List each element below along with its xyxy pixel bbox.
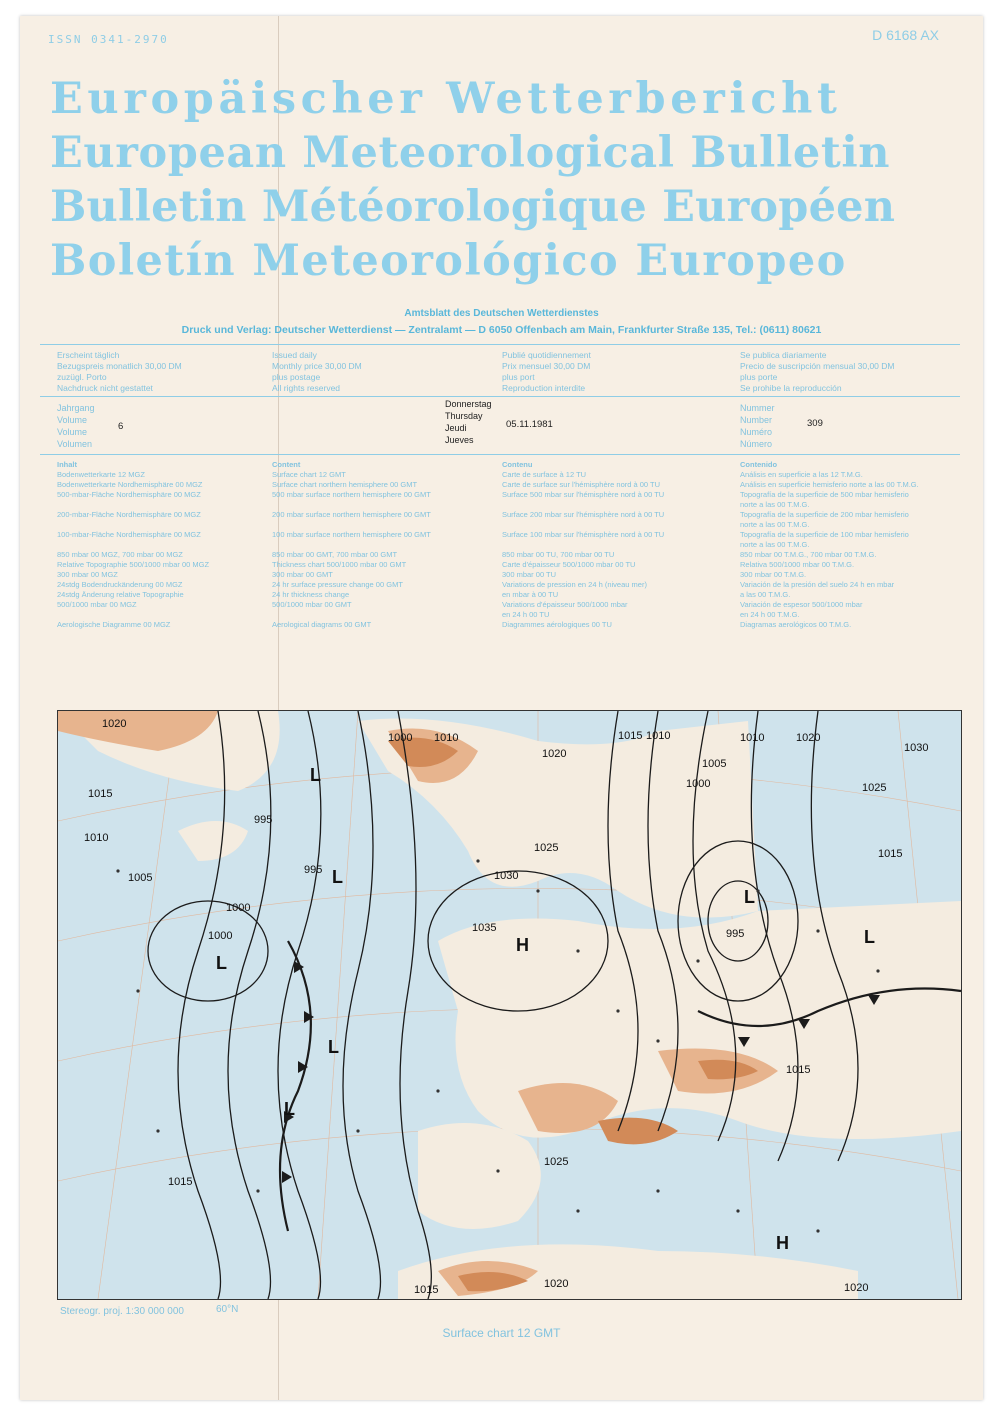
low-pressure-symbol: L (864, 927, 875, 947)
contents-item: Variación de espesor 500/1000 mbar (740, 600, 863, 609)
subscription-es (740, 350, 895, 394)
map-caption: Surface chart 12 GMT (442, 1326, 561, 1340)
isobar-label: 1020 (796, 732, 821, 744)
contents-item: Topografía de la superficie de 100 mbar hemisferio (740, 530, 909, 539)
contents-item: 300 mbar 00 TU (502, 570, 557, 579)
subscription-line: Reproduction interdite (502, 383, 586, 393)
low-pressure-symbol: L (310, 765, 321, 785)
number-label: Number (740, 415, 773, 425)
contents-item: Variations de pression en 24 h (niveau mer) (502, 580, 647, 589)
contents-item: 300 mbar 00 T.M.G. (740, 570, 807, 579)
low-pressure-symbol: L (332, 867, 343, 887)
number-label: Numéro (740, 427, 773, 437)
weekday-label: Jeudi (445, 423, 467, 433)
contents-item: Bodenwetterkarte Nordhemisphäre 00 MGZ (57, 480, 203, 489)
isobar-label: 1015 (878, 848, 903, 860)
contents-item: Surface 500 mbar sur l'hémisphère nord à 00 TU (502, 490, 665, 499)
contents-item: 100 mbar surface northern hemisphere 00 GMT (272, 530, 431, 539)
isobar-label: 1005 (128, 872, 153, 884)
contents-de (57, 460, 209, 630)
title-spanish: Boletín Meteorológico Europeo (50, 236, 847, 286)
low-pressure-symbol: L (328, 1037, 339, 1057)
contents-item: 100-mbar-Fläche Nordhemisphäre 00 MGZ (57, 530, 201, 539)
volume-labels (57, 402, 95, 450)
issuer-line: Amtsblatt des Deutschen Wetterdienstes (404, 308, 599, 319)
contents-item: Aerological diagrams 00 GMT (272, 620, 372, 629)
contents-heading: Inhalt (57, 460, 77, 469)
contents-item: en 24 h 00 T.M.G. (740, 610, 800, 619)
isobar-label: 1015 (786, 1064, 811, 1076)
issue-date: 05.11.1981 (506, 419, 553, 430)
isobar-label: 1005 (702, 758, 727, 770)
contents-item: 300 mbar 00 MGZ (57, 570, 118, 579)
volume-label: Volumen (57, 439, 93, 449)
weekday-label: Donnerstag (445, 399, 492, 409)
contents-item: 850 mbar 00 GMT, 700 mbar 00 GMT (272, 550, 398, 559)
low-pressure-symbol: L (216, 953, 227, 973)
number-labels (740, 402, 775, 450)
low-pressure-symbol: L (284, 1099, 295, 1119)
contents-en (272, 460, 431, 630)
surface-weather-map (57, 710, 962, 1300)
contents-item: Diagramas aerológicos 00 T.M.G. (740, 620, 852, 629)
isobar-label: 1020 (542, 748, 567, 760)
contents-item: norte a las 00 T.M.G. (740, 540, 810, 549)
contents-item: Thickness chart 500/1000 mbar 00 GMT (272, 560, 407, 569)
contents-item: 24stdg Änderung relative Topographie (57, 590, 184, 599)
contents-item: Bodenwetterkarte 12 MGZ (57, 470, 145, 479)
isobar-label: 1015 (168, 1176, 193, 1188)
isobar-label: 1035 (472, 922, 497, 934)
contents-item: norte a las 00 T.M.G. (740, 520, 810, 529)
contents-item: 850 mbar 00 T.M.G., 700 mbar 00 T.M.G. (740, 550, 877, 559)
subscription-line: Monthly price 30,00 DM (272, 361, 362, 371)
isobar-label: 1030 (904, 742, 929, 754)
contents-item: en mbar à 00 TU (502, 590, 559, 599)
high-pressure-symbol: H (516, 935, 529, 955)
contents-item: 500/1000 mbar 00 MGZ (57, 600, 137, 609)
isobar-label: 1010 (740, 732, 765, 744)
contents-item: Surface 200 mbar sur l'hémisphère nord à 00 TU (502, 510, 665, 519)
number-label: Nummer (740, 403, 775, 413)
subscription-line: Precio de suscripción mensual 30,00 DM (740, 361, 895, 371)
subscription-line: Se prohibe la reproducción (740, 383, 842, 393)
contents-item: Carte d'épaisseur 500/1000 mbar 00 TU (502, 560, 636, 569)
contents-item: 850 mbar 00 MGZ, 700 mbar 00 MGZ (57, 550, 183, 559)
contents-item: 850 mbar 00 TU, 700 mbar 00 TU (502, 550, 615, 559)
contents-item: Surface chart 12 GMT (272, 470, 346, 479)
land-iberia (418, 1123, 541, 1229)
contents-item: Topografía de la superficie de 500 mbar hemisferio (740, 490, 909, 499)
contents-heading: Contenu (502, 460, 533, 469)
isobar-label: 1000 (686, 778, 711, 790)
volume-label: Volume (57, 415, 88, 425)
low-pressure-symbol: L (744, 887, 755, 907)
title-french: Bulletin Météorologique Européen (50, 182, 896, 232)
weather-map-canvas (58, 711, 961, 1299)
isobar-label: 1025 (544, 1156, 569, 1168)
contents-item: 500/1000 mbar 00 GMT (272, 600, 352, 609)
contents-heading: Content (272, 460, 301, 469)
contents-item: Surface chart northern hemisphere 00 GMT (272, 480, 418, 489)
subscription-line: Nachdruck nicht gestattet (57, 383, 153, 393)
isobar-label: 1000 (388, 732, 413, 744)
contents-item: en 24 h 00 TU (502, 610, 550, 619)
weekday-labels (445, 398, 492, 446)
subscription-line: Publié quotidiennement (502, 350, 591, 360)
high-pressure-symbol: H (776, 1233, 789, 1253)
contents-item: 200 mbar surface northern hemisphere 00 GMT (272, 510, 431, 519)
contents-item: norte a las 00 T.M.G. (740, 500, 810, 509)
isobar-label: 1025 (534, 842, 559, 854)
isobar-label: 1000 (226, 902, 251, 914)
contents-item: 300 mbar 00 GMT (272, 570, 333, 579)
land-areas (58, 711, 961, 1299)
contents-item: Carte de surface sur l'hémisphère nord à 00 TU (502, 480, 661, 489)
contents-item: Surface 100 mbar sur l'hémisphère nord à 00 TU (502, 530, 665, 539)
contents-item: Carte de surface à 12 TU (502, 470, 587, 479)
contents-item: 500 mbar surface northern hemisphere 00 GMT (272, 490, 431, 499)
contents-item: Relative Topographie 500/1000 mbar 00 MGZ (57, 560, 210, 569)
subscription-line: All rights reserved (272, 383, 341, 393)
contents-item: Variación de la presión del suelo 24 h en mbar (740, 580, 895, 589)
contents-item: 24stdg Bodendruckänderung 00 MGZ (57, 580, 183, 589)
weekday-label: Thursday (445, 411, 483, 421)
isobar-label: 1020 (102, 718, 127, 730)
volume-label: Jahrgang (57, 403, 95, 413)
map-latitude-note: 60°N (216, 1304, 239, 1315)
divider (40, 396, 960, 397)
contents-heading: Contenido (740, 460, 778, 469)
subscription-en (272, 350, 362, 394)
isobar-label: 1015 (618, 730, 643, 742)
isobar-label: 1020 (844, 1282, 869, 1294)
subscription-line: Erscheint täglich (57, 350, 120, 360)
bulletin-page (20, 16, 983, 1400)
isobar-label: 1025 (862, 782, 887, 794)
subscription-line: Issued daily (272, 350, 317, 360)
isobar-label: 995 (726, 928, 745, 940)
subscription-fr (502, 350, 591, 394)
isobar-label: 1010 (434, 732, 459, 744)
subscription-line: Bezugspreis monatlich 30,00 DM (57, 361, 182, 371)
subscription-line: plus postage (272, 372, 321, 382)
contents-item: 24 hr surface pressure change 00 GMT (272, 580, 403, 589)
volume-value: 6 (118, 421, 124, 432)
number-label: Número (740, 439, 773, 449)
contents-item: Variations d'épaisseur 500/1000 mbar (502, 600, 628, 609)
subscription-line: zuzügl. Porto (57, 372, 107, 382)
volume-label: Volume (57, 427, 88, 437)
contents-item: Aerologische Diagramme 00 MGZ (57, 620, 171, 629)
publisher-line: Druck und Verlag: Deutscher Wetterdienst — Zentralamt — D 6050 Offenbach am Main, Frankfurter Straße 135, Tel.: (0611) 80621 (181, 324, 822, 336)
subscription-line: Prix mensuel 30,00 DM (502, 361, 591, 371)
divider (40, 344, 960, 345)
contents-item: 500-mbar-Fläche Nordhemisphäre 00 MGZ (57, 490, 201, 499)
series-code: D 6168 AX (872, 27, 939, 43)
contents-es (740, 460, 919, 630)
contents-item: 24 hr thickness change (272, 590, 350, 599)
contents-item: 200-mbar-Fläche Nordhemisphäre 00 MGZ (57, 510, 201, 519)
isobar-label: 1010 (84, 832, 109, 844)
contents-fr (502, 460, 664, 630)
contents-item: Análisis en superficie hemisferio norte a las 00 T.M.G. (740, 480, 919, 489)
isobar-label: 995 (254, 814, 273, 826)
isobar-label: 1010 (646, 730, 671, 742)
issn: ISSN 0341-2970 (48, 33, 169, 46)
subscription-de (57, 350, 182, 394)
contents-item: a las 00 T.M.G. (740, 590, 791, 599)
map-projection-note: Stereogr. proj. 1:30 000 000 (60, 1306, 184, 1317)
subscription-line: plus port (502, 372, 535, 382)
contents-item: Análisis en superficie a las 12 T.M.G. (740, 470, 863, 479)
land-iceland (178, 821, 248, 861)
divider (40, 454, 960, 455)
contents-item: Relativa 500/1000 mbar 00 T.M.G. (740, 560, 855, 569)
masthead (50, 72, 940, 288)
title-english: European Meteorological Bulletin (50, 128, 891, 178)
subscription-line: plus porte (740, 372, 778, 382)
subscription-line: Se publica diariamente (740, 350, 827, 360)
isobar-label: 1015 (414, 1284, 439, 1296)
isobar-label: 1015 (88, 788, 113, 800)
title-german: Europäischer Wetterbericht (50, 74, 842, 124)
weekday-label: Jueves (445, 435, 474, 445)
contents-item: Topografía de la superficie de 200 mbar hemisferio (740, 510, 909, 519)
issue-number: 309 (807, 418, 823, 429)
isobar-label: 1000 (208, 930, 233, 942)
contents-item: Diagrammes aérologiques 00 TU (502, 620, 612, 629)
isobar-label: 1020 (544, 1278, 569, 1290)
isobar-label: 1030 (494, 870, 519, 882)
isobar-label: 995 (304, 864, 323, 876)
